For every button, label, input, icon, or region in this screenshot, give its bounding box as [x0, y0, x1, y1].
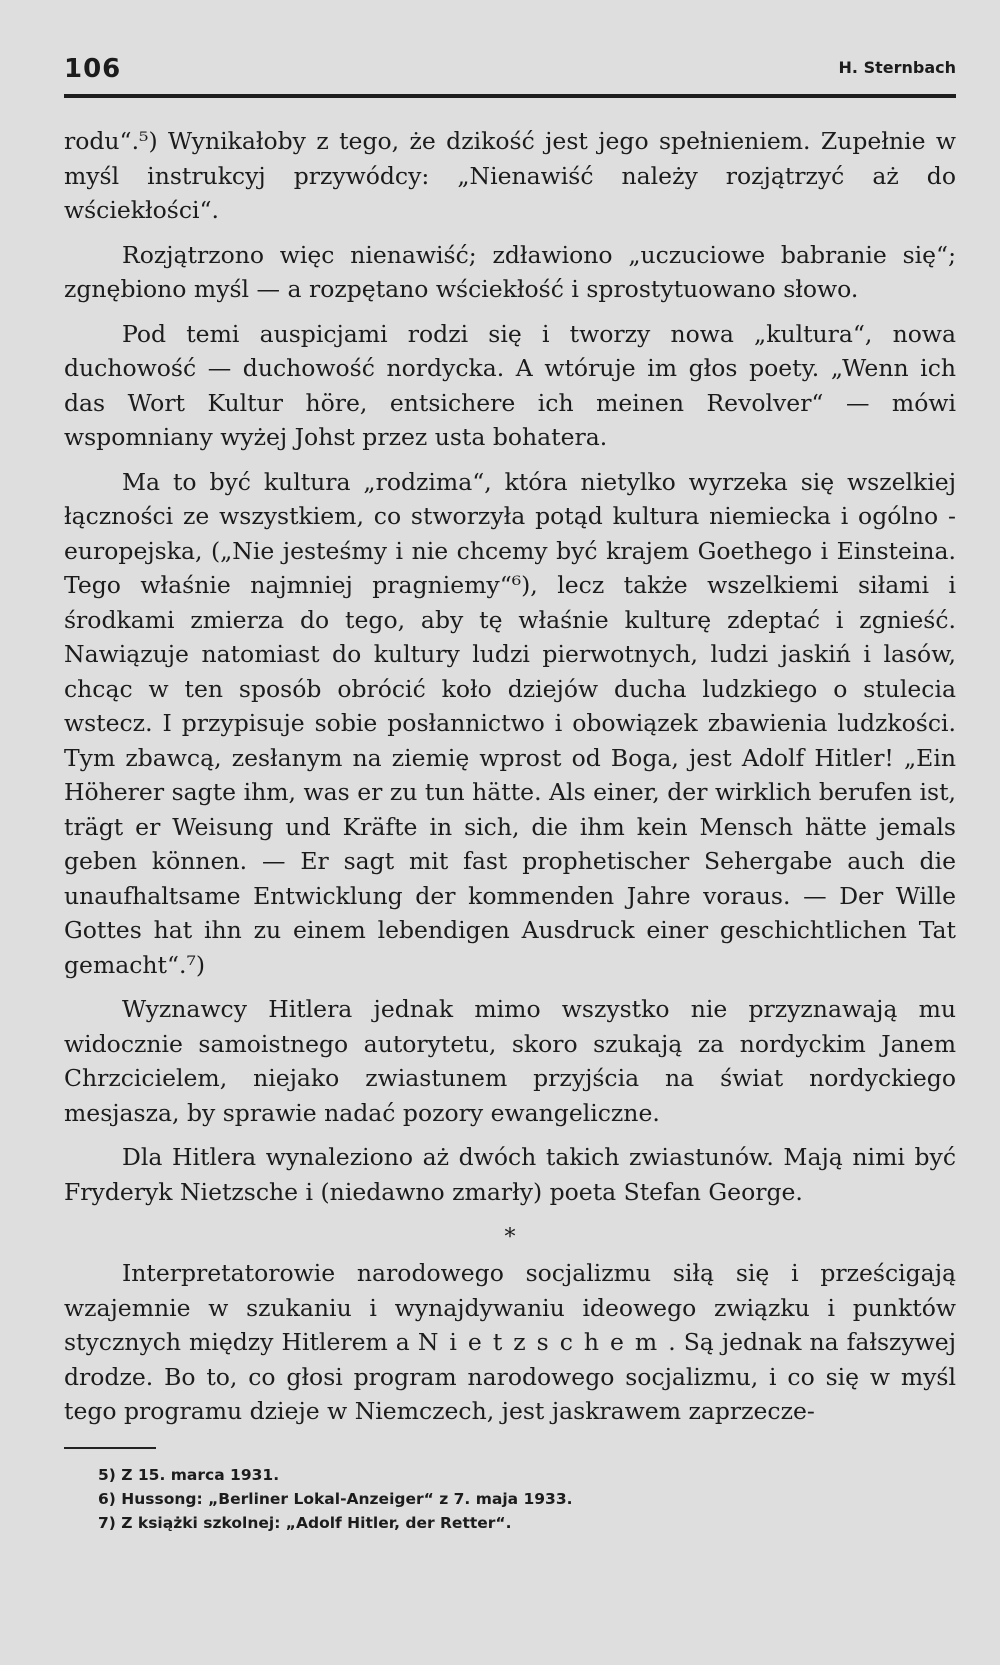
- running-head-author: H. Sternbach: [838, 58, 956, 77]
- paragraph: Ma to być kultura „rodzima“, która nietylko wyrzeka się wszelkiej łączności ze wszystkiem, co stworzyła potąd kultura niemiecka i ogólno - europejska, („Nie jesteśmy i nie chcemy być krajem Goethego i Einsteina. Tego właśnie najmniej pragniemy“⁶), lecz także wszelkiemi siłami i środkami zmierza do tego, aby tę właśnie kulturę zdeptać i zgnieść. Nawiązuje natomiast do kultury ludzi pierwotnych, ludzi jaskiń i lasów, chcąc w ten sposób obrócić koło dziejów ducha ludzkiego o stulecia wstecz. I przypisuje sobie posłannictwo i obowiązek zbawienia ludzkości. Tym zbawcą, zesłanym na ziemię wprost od Boga, jest Adolf Hitler! „Ein Höherer sagte ihm, was er zu tun hätte. Als einer, der wirklich berufen ist, trägt er Weisung und Kräfte in sich, die ihm kein Mensch hätte jemals geben können. — Er sagt mit fast prophetischer Sehergabe auch die unaufhaltsame Entwicklung der kommenden Jahre voraus. — Der Wille Gottes hat ihn zu einem lebendigen Ausdruck einer geschichtlichen Tat gemacht“.⁷): [64, 467, 956, 979]
- footnote: 6) Hussong: „Berliner Lokal-Anzeiger“ z 7. maja 1933.: [98, 1489, 573, 1508]
- paragraph-last: [64, 1256, 956, 1429]
- spaced-name: Nietzschem: [417, 1328, 669, 1356]
- header-rule: [64, 94, 956, 98]
- footnotes: [64, 1463, 956, 1535]
- paragraph: Wyznawcy Hitlera jednak mimo wszystko nie przyznawają mu widocznie samoistnego autorytetu, skoro szukają za nordyckim Janem Chrzcicielem, niejako zwiastunem przyjścia na świat nordyckiego mesjasza, by sprawie nadać pozory ewangeliczne.: [64, 995, 956, 1127]
- paragraph: Rozjątrzono więc nienawiść; zdławiono „uczuciowe babranie się“; zgnębiono myśl — a rozpętano wściekłość i sprostytuowano słowo.: [64, 240, 956, 303]
- page-header: [64, 48, 956, 88]
- paragraph: rodu“.⁵) Wynikałoby z tego, że dzikość jest jego spełnieniem. Zupełnie w myśl instrukcyj przywódcy: „Nienawiść należy rozjątrzyć aż do wściekłości“.: [64, 127, 956, 224]
- footnote: 5) Z 15. marca 1931.: [98, 1465, 280, 1484]
- section-break-asterism: *: [504, 1225, 516, 1250]
- footnote: 7) Z książki szkolnej: „Adolf Hitler, der Retter“.: [98, 1513, 512, 1532]
- text-span: Interpretatorowie narodowego socjalizmu siłą się i prześcigają wzajemnie w szukaniu i wynajdywaniu ideowego związku i punktów stycznych między Hitlerem a: [64, 1259, 956, 1356]
- page-number: 106: [64, 54, 122, 84]
- paragraph: Pod temi auspicjami rodzi się i tworzy nowa „kultura“, nowa duchowość — duchowość nordycka. A wtóruje im głos poety. „Wenn ich das Wort Kultur höre, entsichere ich meinen Revolver“ — mówi wspomniany wyżej Johst przez usta bohatera.: [64, 319, 956, 451]
- body-text: [64, 124, 956, 1429]
- footnote-rule: [64, 1447, 156, 1449]
- text-span: . Są jednak na fałszywej drodze. Bo to, co głosi program narodowego socjalizmu, i co się w myśl tego programu dzieje w Niemczech, jest jaskrawem zaprzecze-: [64, 1328, 956, 1425]
- paragraph: Dla Hitlera wynaleziono aż dwóch takich zwiastunów. Mają nimi być Fryderyk Nietzsche i (niedawno zmarły) poeta Stefan George.: [64, 1143, 956, 1206]
